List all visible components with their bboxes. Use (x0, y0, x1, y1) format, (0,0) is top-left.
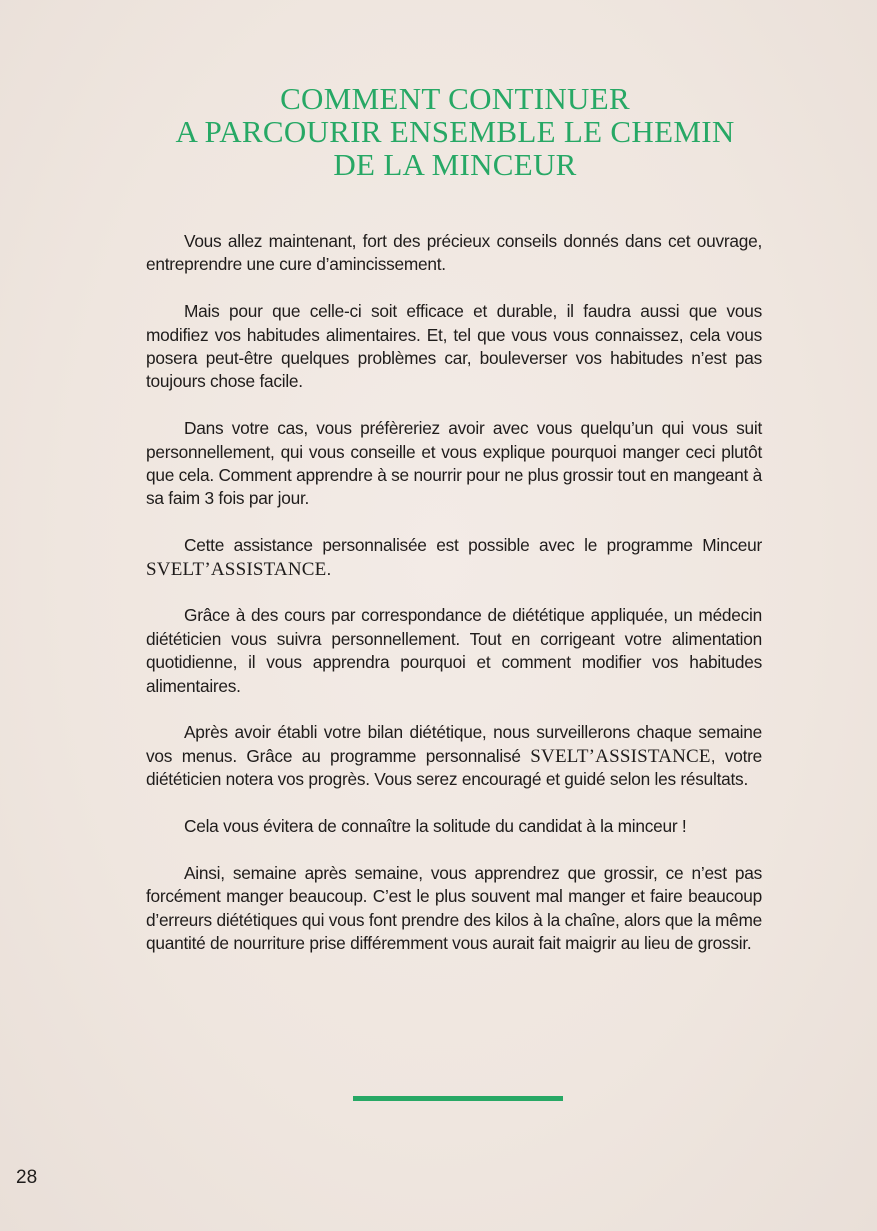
page-title (120, 82, 790, 181)
paragraph-4 (146, 534, 762, 581)
green-divider (353, 1096, 563, 1101)
paragraph-6-end: , votre diététicien notera vos progrès. Vous serez encouragé et guidé selon les résultats. (146, 745, 762, 790)
paragraph-6-text: Après avoir établi votre bilan diététique, nous surveillerons chaque semaine vos menus. Grâce au programme personnalisé (146, 722, 762, 766)
paragraph-1: Vous allez maintenant, fort des précieux conseils donnés dans cet ouvrage, entreprendre une cure d’amincissement. (146, 231, 762, 275)
paragraph-4-end: . (326, 558, 332, 579)
paragraph-6 (146, 721, 762, 791)
title-line-3: DE LA MINCEUR (333, 147, 577, 182)
paragraph-3: Dans votre cas, vous préfèreriez avoir avec vous quelqu’un qui vous suit personnellement, qui vous conseille et vous explique pourquoi manger ceci plutôt que cela. Comment apprendre à se nourrir pour ne plus grossir tout en mangeant à sa faim 3 fois par jour. (146, 418, 762, 509)
paragraph-2: Mais pour que celle-ci soit efficace et durable, il faudra aussi que vous modifiez vos habitudes alimentaires. Et, tel que vous vous connaissez, cela vous posera peut-être quelques problèmes car, bouleverser vos habitudes n’est pas toujours chose facile. (146, 301, 762, 392)
brand-name: SVELT’ASSISTANCE (530, 745, 711, 767)
paragraph-5: Grâce à des cours par correspondance de diététique appliquée, un médecin diététicien vous suivra personnellement. Tout en corrigeant votre alimentation quotidienne, il vous apprendra pourquoi et comment modifier vos habitudes alimentaires. (146, 605, 762, 696)
title-line-1: COMMENT CONTINUER (280, 81, 630, 116)
page-number: 28 (16, 1167, 38, 1188)
paragraph-4-text: Cette assistance personnalisée est possible avec le programme Minceur (184, 535, 762, 556)
body-text (146, 230, 762, 979)
paragraph-7: Cela vous évitera de connaître la solitude du candidat à la minceur ! (184, 816, 687, 837)
paragraph-8: Ainsi, semaine après semaine, vous apprendrez que grossir, ce n’est pas forcément manger beaucoup. C’est le plus souvent mal manger et faire beaucoup d’erreurs diététiques qui vous font prendre des kilos à la chaîne, alors que la même quantité de nourriture prise différemment vous aurait fait maigrir au lieu de grossir. (146, 862, 762, 954)
title-line-2: A PARCOURIR ENSEMBLE LE CHEMIN (175, 114, 735, 149)
brand-name: SVELT’ASSISTANCE (146, 558, 327, 580)
